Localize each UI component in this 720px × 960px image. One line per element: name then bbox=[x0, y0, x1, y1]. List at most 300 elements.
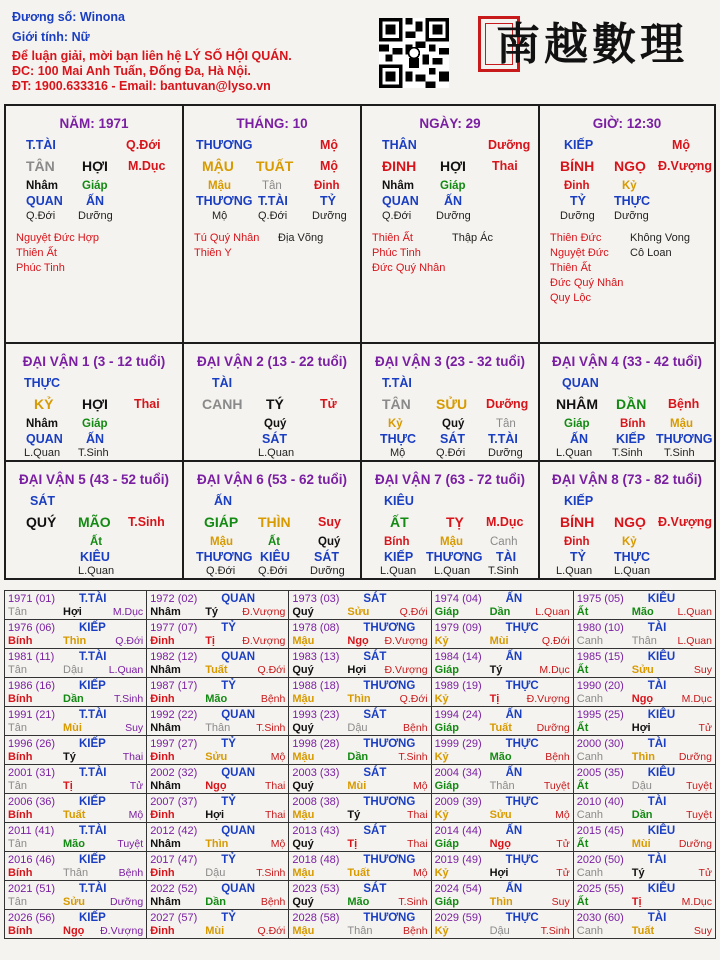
year-cell bbox=[147, 620, 289, 649]
year-stage: M.Dục bbox=[681, 896, 712, 908]
year-label: 2023 (53) bbox=[292, 883, 340, 895]
hidden-star: THƯƠNG bbox=[196, 550, 253, 564]
year-star: TỶ bbox=[221, 854, 236, 866]
year-chi: Tý bbox=[631, 867, 645, 879]
year-chi: Thìn bbox=[489, 896, 513, 908]
year-star: TỶ bbox=[221, 738, 236, 750]
year-can: Bính bbox=[8, 635, 33, 647]
hidden-stem: Giáp bbox=[564, 418, 590, 430]
dai-van-1 bbox=[4, 342, 184, 462]
hidden-star: TỶ bbox=[320, 194, 336, 208]
year-star: QUAN bbox=[221, 593, 256, 605]
hidden-stage: L.Quan bbox=[24, 447, 61, 459]
year-chi: Mão bbox=[205, 693, 228, 705]
chart-grid bbox=[4, 104, 716, 580]
year-stage: T.Sinh bbox=[398, 751, 428, 763]
year-label: 1985 (15) bbox=[576, 651, 624, 663]
year-star: T.TÀI bbox=[79, 709, 107, 721]
year-cell bbox=[573, 765, 715, 794]
year-cell bbox=[289, 852, 431, 881]
year-can: Mậu bbox=[292, 751, 315, 763]
year-label: 2029 (59) bbox=[434, 912, 482, 924]
year-can: Nhâm bbox=[150, 780, 181, 792]
year-stage: Bệnh bbox=[545, 751, 570, 763]
year-star: ẤN bbox=[505, 767, 523, 779]
hidden-stem: Quý bbox=[318, 536, 341, 548]
year-label: 1977 (07) bbox=[150, 622, 198, 634]
year-can: Nhâm bbox=[150, 722, 181, 734]
year-can: Quý bbox=[292, 722, 314, 734]
year-stage: Bệnh bbox=[118, 867, 144, 879]
year-stage: Đ.Vượng bbox=[100, 925, 144, 937]
pillar-hour bbox=[538, 104, 716, 344]
hidden-stage: T.Sinh bbox=[488, 565, 519, 577]
table-row bbox=[5, 794, 716, 823]
dai-van-stage: Bệnh bbox=[668, 397, 700, 411]
year-chi: Tuất bbox=[489, 722, 512, 734]
year-label: 2020 (50) bbox=[576, 854, 624, 866]
year-stage: Đ.Vượng bbox=[242, 635, 286, 647]
year-stage: Mộ bbox=[555, 809, 570, 821]
year-stage: L.Quan bbox=[677, 635, 712, 647]
year-chi: Dần bbox=[631, 809, 653, 821]
year-cell bbox=[573, 649, 715, 678]
year-chi: Mão bbox=[631, 606, 654, 618]
pillar-chi: HỢI bbox=[440, 158, 466, 174]
table-row bbox=[5, 591, 716, 620]
hidden-star: THỰC bbox=[614, 550, 651, 564]
pillar-star: THƯƠNG bbox=[196, 138, 253, 152]
year-stage: M.Dục bbox=[539, 664, 570, 676]
year-chi: Dần bbox=[489, 606, 511, 618]
year-star: ẤN bbox=[505, 709, 523, 721]
year-star: THƯƠNG bbox=[363, 738, 416, 750]
year-label: 2000 (30) bbox=[576, 738, 624, 750]
year-label: 2027 (57) bbox=[150, 912, 198, 924]
year-star: T.TÀI bbox=[79, 825, 107, 837]
year-star: T.TÀI bbox=[79, 651, 107, 663]
year-label: 1984 (14) bbox=[434, 651, 482, 663]
hidden-stem: Ất bbox=[268, 536, 281, 548]
year-label: 2025 (55) bbox=[576, 883, 624, 895]
dai-van-title: ĐẠI VẬN 2 (13 - 22 tuổi) bbox=[196, 354, 348, 369]
year-star: THỰC bbox=[505, 680, 539, 692]
year-can: Đinh bbox=[150, 693, 175, 705]
hidden-star: TÀI bbox=[496, 550, 517, 564]
dai-van-stage: Suy bbox=[318, 515, 341, 529]
year-can: Giáp bbox=[434, 606, 460, 618]
hidden-star: ẤN bbox=[86, 432, 105, 446]
year-star: T.TÀI bbox=[79, 767, 107, 779]
dai-van-title: ĐẠI VẬN 7 (63 - 72 tuổi) bbox=[374, 472, 526, 487]
year-stage: Đ.Vượng bbox=[526, 693, 570, 705]
table-row bbox=[5, 823, 716, 852]
year-cell bbox=[5, 707, 147, 736]
year-stage: L.Quan bbox=[108, 664, 144, 676]
year-star: THỰC bbox=[505, 854, 539, 866]
year-star: KIẾP bbox=[79, 912, 106, 924]
year-label: 1995 (25) bbox=[576, 709, 624, 721]
year-stage: Q.Đới bbox=[541, 635, 570, 647]
owner-name: Đương số: Winona bbox=[12, 10, 125, 24]
dai-van-chi: NGỌ bbox=[614, 514, 646, 530]
year-chi: Hợi bbox=[205, 809, 225, 821]
year-chi: Thân bbox=[489, 780, 515, 792]
hidden-stage: Mộ bbox=[390, 447, 406, 459]
year-stage: Q.Đới bbox=[257, 664, 286, 676]
pillar-can: BÍNH bbox=[560, 158, 595, 174]
hidden-stage: Q.Đới bbox=[382, 210, 412, 222]
pillar-can: TÂN bbox=[26, 158, 55, 174]
year-chi: Ngọ bbox=[205, 780, 227, 792]
dai-van-chi: HỢI bbox=[82, 396, 108, 412]
year-can: Nhâm bbox=[150, 896, 181, 908]
year-star: SÁT bbox=[363, 825, 387, 837]
dai-van-title: ĐẠI VẬN 5 (43 - 52 tuổi) bbox=[18, 472, 170, 487]
year-chi: Dần bbox=[205, 896, 226, 908]
year-cell bbox=[431, 591, 573, 620]
year-can: Kỷ bbox=[434, 751, 449, 763]
year-label: 2003 (33) bbox=[292, 767, 340, 779]
contact-note: Để luận giải, mời bạn liên hệ LÝ SỐ HỘI QUÁN. bbox=[12, 49, 292, 63]
year-cell bbox=[147, 678, 289, 707]
year-star: THỰC bbox=[505, 796, 539, 808]
hidden-star: SÁT bbox=[440, 432, 465, 446]
brand-logo: 南越數理 bbox=[496, 19, 688, 70]
year-can: Canh bbox=[576, 925, 604, 937]
year-can: Mậu bbox=[292, 635, 315, 647]
year-star: KIÊU bbox=[647, 709, 676, 721]
hidden-star: KIẾP bbox=[616, 432, 646, 446]
year-star: ẤN bbox=[505, 593, 523, 605]
year-label: 1997 (27) bbox=[150, 738, 198, 750]
year-chi: Tuất bbox=[347, 867, 370, 879]
than-sat: Thiên Ất bbox=[16, 247, 57, 259]
year-stage: Đ.Vượng bbox=[384, 635, 428, 647]
hidden-stem: Ất bbox=[90, 536, 103, 548]
year-can: Tân bbox=[8, 664, 27, 676]
hidden-star: T.TÀI bbox=[488, 432, 518, 446]
dai-van-8 bbox=[538, 460, 716, 580]
year-can: Mậu bbox=[292, 809, 315, 821]
dai-van-can: KỶ bbox=[34, 396, 54, 412]
year-stage: Suy bbox=[125, 722, 144, 734]
year-can: Quý bbox=[292, 780, 314, 792]
year-stage: Tử bbox=[698, 722, 712, 734]
year-cell bbox=[431, 852, 573, 881]
than-sat: Thiên Y bbox=[194, 247, 232, 259]
year-star: KIẾP bbox=[79, 622, 106, 634]
hidden-stem: Nhâm bbox=[26, 180, 58, 192]
year-cell bbox=[5, 910, 147, 939]
year-stage: Thai bbox=[264, 780, 286, 792]
year-star: ẤN bbox=[505, 651, 523, 663]
year-cell bbox=[147, 823, 289, 852]
hidden-star: ẤN bbox=[444, 194, 463, 208]
pillar-stage: Mộ bbox=[320, 159, 339, 173]
dai-van-stage: M.Dục bbox=[486, 515, 524, 529]
year-label: 1982 (12) bbox=[150, 651, 198, 663]
hidden-stem: Đinh bbox=[314, 180, 340, 192]
year-cell bbox=[5, 881, 147, 910]
year-label: 2010 (40) bbox=[576, 796, 624, 808]
year-star: THỰC bbox=[505, 738, 539, 750]
than-sat: Địa Võng bbox=[278, 232, 324, 244]
hidden-star: QUAN bbox=[26, 432, 63, 446]
year-can: Quý bbox=[292, 664, 314, 676]
hidden-star: KIÊU bbox=[260, 550, 290, 564]
year-stage: Đ.Vượng bbox=[242, 606, 286, 618]
year-chi: Sửu bbox=[205, 751, 228, 763]
year-stage: Suy bbox=[551, 896, 570, 908]
year-star: ẤN bbox=[505, 825, 523, 837]
hidden-stage: L.Quan bbox=[380, 565, 417, 577]
hidden-stage: L.Quan bbox=[78, 565, 115, 577]
year-chi: Mùi bbox=[347, 780, 367, 792]
year-stage: T.Sinh bbox=[114, 693, 144, 705]
year-stage: L.Quan bbox=[677, 606, 712, 618]
hidden-stage: Mộ bbox=[212, 210, 228, 222]
year-can: Ất bbox=[576, 838, 589, 850]
year-cell bbox=[573, 678, 715, 707]
year-chi: Hợi bbox=[63, 606, 82, 618]
pillar-title: NGÀY: 29 bbox=[419, 116, 481, 131]
year-label: 2026 (56) bbox=[8, 912, 56, 924]
hidden-stage: L.Quan bbox=[434, 565, 471, 577]
year-label: 2014 (44) bbox=[434, 825, 482, 837]
year-star: SÁT bbox=[363, 883, 387, 895]
year-stage: T.Sinh bbox=[256, 722, 286, 734]
year-can: Tân bbox=[8, 606, 27, 618]
year-label: 1983 (13) bbox=[292, 651, 340, 663]
year-can: Mậu bbox=[292, 867, 315, 879]
year-star: TÀI bbox=[647, 738, 667, 750]
hidden-stage: Q.Đới bbox=[258, 210, 288, 222]
hidden-stage: Dưỡng bbox=[614, 210, 649, 222]
dai-van-star: T.TÀI bbox=[382, 376, 412, 390]
hidden-stem: Đinh bbox=[564, 536, 590, 548]
year-cell bbox=[147, 910, 289, 939]
year-cell bbox=[147, 881, 289, 910]
hidden-star: TỶ bbox=[570, 194, 586, 208]
year-label: 2022 (52) bbox=[150, 883, 198, 895]
dai-van-chi: SỬU bbox=[436, 396, 468, 412]
year-label: 2015 (45) bbox=[576, 825, 624, 837]
hidden-star: TỶ bbox=[570, 550, 586, 564]
year-star: QUAN bbox=[221, 651, 256, 663]
dai-van-title: ĐẠI VẬN 3 (23 - 32 tuổi) bbox=[374, 354, 526, 369]
dai-van-can: TÂN bbox=[382, 396, 411, 412]
year-chi: Tuất bbox=[631, 925, 655, 937]
hidden-star: KIẾP bbox=[384, 550, 414, 564]
year-chi: Ngọ bbox=[63, 925, 85, 937]
year-cell bbox=[289, 707, 431, 736]
year-label: 1986 (16) bbox=[8, 680, 56, 692]
year-label: 2021 (51) bbox=[8, 883, 56, 895]
year-cell bbox=[573, 910, 715, 939]
pillar-month bbox=[182, 104, 362, 344]
year-cell bbox=[289, 794, 431, 823]
year-stage: Dưỡng bbox=[678, 838, 712, 850]
year-label: 1974 (04) bbox=[434, 593, 482, 605]
year-star: KIÊU bbox=[647, 651, 676, 663]
year-can: Canh bbox=[576, 751, 604, 763]
hidden-stem: Canh bbox=[490, 536, 518, 548]
dai-van-stage: T.Sinh bbox=[128, 515, 165, 529]
hidden-stem: Kỷ bbox=[388, 418, 403, 430]
year-chi: Dần bbox=[347, 751, 369, 763]
year-star: SÁT bbox=[363, 709, 387, 721]
dai-van-can: BÍNH bbox=[560, 514, 595, 530]
than-sat: Thiên Ất bbox=[550, 262, 591, 274]
year-can: Nhâm bbox=[150, 606, 181, 618]
year-chi: Mùi bbox=[631, 838, 651, 850]
hidden-stem: Tân bbox=[496, 418, 516, 430]
year-can: Bính bbox=[8, 809, 33, 821]
year-cell bbox=[573, 794, 715, 823]
year-can: Canh bbox=[576, 809, 604, 821]
year-star: KIẾP bbox=[79, 738, 106, 750]
year-can: Quý bbox=[292, 896, 314, 908]
year-chi: Mùi bbox=[63, 722, 82, 734]
year-star: TỶ bbox=[221, 912, 236, 924]
year-cell bbox=[573, 852, 715, 881]
year-cell bbox=[5, 649, 147, 678]
hidden-star: THỰC bbox=[614, 194, 651, 208]
year-cell bbox=[5, 736, 147, 765]
year-label: 1993 (23) bbox=[292, 709, 340, 721]
year-label: 1991 (21) bbox=[8, 709, 56, 721]
header bbox=[0, 0, 720, 104]
year-cell bbox=[289, 591, 431, 620]
year-can: Kỷ bbox=[434, 693, 449, 705]
hidden-star: THƯƠNG bbox=[196, 194, 253, 208]
year-stage: Tử bbox=[698, 867, 712, 879]
dai-van-stage: Đ.Vượng bbox=[658, 515, 713, 529]
year-cell bbox=[5, 794, 147, 823]
table-row bbox=[5, 910, 716, 939]
hidden-stem: Nhâm bbox=[382, 180, 414, 192]
year-can: Quý bbox=[292, 838, 314, 850]
year-stage: Thai bbox=[407, 838, 428, 850]
year-stage: Thai bbox=[122, 751, 144, 763]
hidden-star: THỰC bbox=[380, 432, 417, 446]
year-star: TÀI bbox=[647, 912, 667, 924]
year-label: 2008 (38) bbox=[292, 796, 340, 808]
year-cell bbox=[573, 620, 715, 649]
year-chi: Tị bbox=[205, 635, 215, 647]
year-cell bbox=[431, 707, 573, 736]
year-stage: Tử bbox=[129, 780, 144, 792]
year-cell bbox=[5, 620, 147, 649]
year-stage: Bệnh bbox=[260, 896, 286, 908]
year-star: KIẾP bbox=[79, 796, 106, 808]
year-chi: Hợi bbox=[489, 867, 509, 879]
year-stage: Q.Đới bbox=[399, 606, 428, 618]
hidden-stage: Dưỡng bbox=[310, 565, 345, 577]
than-sat: Thiên Ất bbox=[372, 232, 413, 244]
year-can: Ất bbox=[576, 896, 589, 908]
hidden-stem: Mậu bbox=[210, 536, 233, 548]
year-chi: Mão bbox=[63, 838, 85, 850]
year-star: THỰC bbox=[505, 912, 539, 924]
year-cell bbox=[5, 852, 147, 881]
year-star: TÀI bbox=[647, 680, 667, 692]
than-sat: Đức Quý Nhân bbox=[372, 262, 446, 274]
table-row bbox=[5, 649, 716, 678]
pillar-star2: Mộ bbox=[320, 138, 339, 152]
dai-van-can: QUÝ bbox=[26, 514, 57, 530]
dai-van-star: SÁT bbox=[30, 494, 55, 508]
year-star: T.TÀI bbox=[79, 593, 107, 605]
year-stage: Tuyệt bbox=[686, 780, 712, 792]
hidden-stage: T.Sinh bbox=[612, 447, 643, 459]
year-star: KIẾP bbox=[79, 854, 106, 866]
year-can: Kỷ bbox=[434, 809, 449, 821]
year-stage: Bệnh bbox=[403, 925, 428, 937]
year-chi: Dậu bbox=[489, 925, 510, 937]
year-cell bbox=[431, 736, 573, 765]
year-label: 1972 (02) bbox=[150, 593, 198, 605]
hidden-star: KIÊU bbox=[80, 550, 110, 564]
year-chi: Thìn bbox=[347, 693, 371, 705]
year-stage: Dưỡng bbox=[110, 896, 144, 908]
year-label: 1998 (28) bbox=[292, 738, 340, 750]
year-chi: Tuất bbox=[63, 809, 86, 821]
pillar-title: NĂM: 1971 bbox=[59, 116, 129, 131]
year-cell bbox=[5, 765, 147, 794]
year-chi: Mùi bbox=[205, 925, 225, 937]
dai-van-chi: THÌN bbox=[258, 514, 291, 530]
year-stage: T.Sinh bbox=[256, 867, 286, 879]
year-star: THƯƠNG bbox=[363, 680, 416, 692]
hidden-star: SÁT bbox=[262, 432, 287, 446]
year-star: SÁT bbox=[363, 593, 387, 605]
dai-van-chi: MÃO bbox=[78, 514, 111, 530]
year-label: 1976 (06) bbox=[8, 622, 56, 634]
year-chi: Ngọ bbox=[489, 838, 511, 850]
year-star: SÁT bbox=[363, 651, 387, 663]
year-stage: Mộ bbox=[412, 780, 428, 792]
dai-van-star: QUAN bbox=[562, 376, 599, 390]
year-can: Ất bbox=[576, 606, 589, 618]
year-chi: Thân bbox=[347, 925, 373, 937]
dai-van-star: ẤN bbox=[214, 494, 233, 508]
year-label: 1981 (11) bbox=[8, 651, 55, 663]
year-label: 2028 (58) bbox=[292, 912, 340, 924]
year-stage: Mộ bbox=[412, 867, 428, 879]
hidden-star: THƯƠNG bbox=[656, 432, 713, 446]
hidden-stem: Đinh bbox=[564, 180, 590, 192]
hidden-stem: Giáp bbox=[82, 180, 108, 192]
dai-van-title: ĐẠI VẬN 8 (73 - 82 tuổi) bbox=[551, 472, 703, 487]
year-chi: Tý bbox=[489, 664, 503, 676]
year-chi: Thìn bbox=[205, 838, 229, 850]
year-can: Giáp bbox=[434, 780, 460, 792]
year-can: Tân bbox=[8, 838, 27, 850]
year-can: Mậu bbox=[292, 693, 315, 705]
year-chi: Sửu bbox=[631, 664, 654, 676]
table-row bbox=[5, 852, 716, 881]
year-cell bbox=[147, 765, 289, 794]
pillar-chi: TUẤT bbox=[256, 158, 294, 174]
dai-van-chi: DẦN bbox=[616, 396, 647, 412]
year-can: Đinh bbox=[150, 925, 175, 937]
hidden-stem: Nhâm bbox=[26, 418, 58, 430]
than-sat: Phúc Tinh bbox=[372, 247, 421, 259]
year-can: Ất bbox=[576, 780, 589, 792]
year-star: THƯƠNG bbox=[363, 622, 416, 634]
